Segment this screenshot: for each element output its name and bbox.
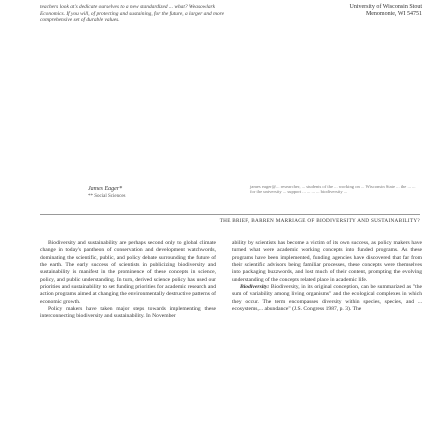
section-subhead: Biodiversity: <box>240 284 270 291</box>
body-paragraph: Biodiversity and sustainability are perhaps second only to global climate change in today's pantheon of conservation and development watchwords, dominating the scientific, public, and policy debate surrounding the future of the earth. The early success of scientists in publicizing biodiversity and sustainability is manifest in the prominence of these concepts in science, policy, and public understanding. In turn, derived science policy has used our priorities and sustainability to set funding priorities for academic research and action programs aimed at changing the environmentally destructive patterns of economic growth. <box>40 240 216 305</box>
author-block <box>88 186 238 200</box>
author-blurb: james eager@... researcher, ... students of the ... working on ... Wisconsin State ... the ... ... for the university ... support ... ... ... ... biodiversity ... <box>250 184 416 195</box>
body-paragraph <box>232 284 422 313</box>
body-column-left <box>40 240 216 321</box>
body-paragraph: Policy makers have taken major steps towards implementing these interconnecting biodiversity and sustainability. In November <box>40 306 216 320</box>
institution-affiliation: University of Wisconsin Stout Menomonie, WI 54751 <box>349 4 422 17</box>
author-affiliation: ** Social Sciences <box>88 194 126 199</box>
author-name: James Eager* <box>88 186 123 192</box>
divider <box>40 214 420 215</box>
section-text: Biodiversity, in its original conception, can be summarized as "the sum of variability among living organisms" and the ecological complexes in which they occur. The term encompasses diversity within species, species, and ... ecosystems,... abundance" (J.S. Congress 1987, p. 3). The <box>232 284 422 313</box>
intro-paragraph: teachers look at's dedicate ourselves to a new standardized ... what? Weasowlark Economics. If you will, of protecting and sustaining, for the future, a larger and more comprehensive set of durable values. <box>40 4 224 24</box>
body-paragraph: ability by scientists has become a victim of its own success, as policy makers have turned what were academic working concepts into funded programs. As these programs have been implemented, funding agencies have discovered that far from their scientific advisors being familiar processes, these concepts were themselves into packaging buzzwords, and lost much of their content, prompting the evolving understanding of the concepts related place in academic life. <box>232 240 422 283</box>
article-title: THE BRIEF, BARREN MARRIAGE OF BIODIVERSITY AND SUSTAINABILITY? <box>219 218 420 224</box>
body-column-right <box>232 240 422 313</box>
